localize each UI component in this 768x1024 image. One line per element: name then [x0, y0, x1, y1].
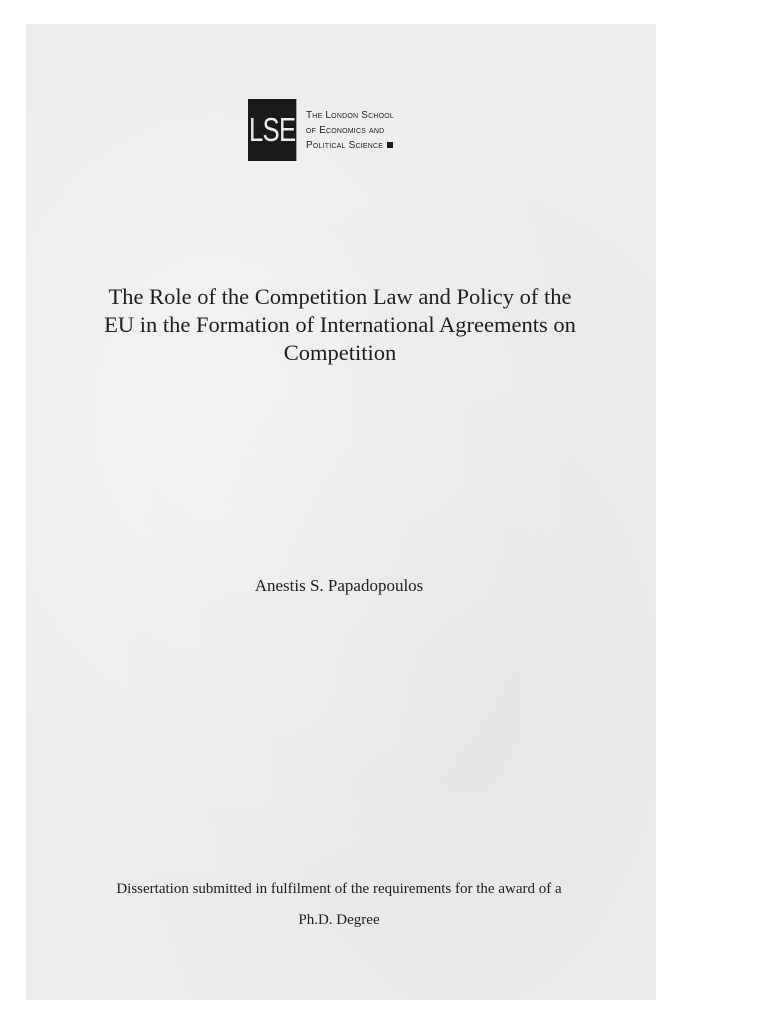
author-name: Anestis S. Papadopoulos: [254, 576, 424, 595]
thesis-title-line: EU in the Formation of International Agreements on: [104, 312, 576, 337]
degree-statement: [26, 874, 652, 936]
square-bullet-icon: [387, 142, 393, 148]
degree-statement-line: Ph.D. Degree: [298, 912, 380, 928]
thesis-title-line: The Role of the Competition Law and Policy of the: [108, 284, 572, 309]
lse-logo-mark: LSE: [248, 99, 296, 161]
institution-name-line: The London School: [306, 109, 394, 121]
title-page: [26, 24, 656, 1000]
lse-logo: [248, 99, 394, 161]
institution-name-line: of Economics and: [306, 124, 385, 136]
degree-statement-line: Dissertation submitted in fulfilment of the requirements for the award of a: [116, 881, 562, 897]
thesis-title: [46, 283, 634, 367]
institution-name: [306, 108, 394, 153]
institution-name-line: Political Science: [306, 138, 394, 153]
thesis-title-line: Competition: [283, 340, 397, 365]
